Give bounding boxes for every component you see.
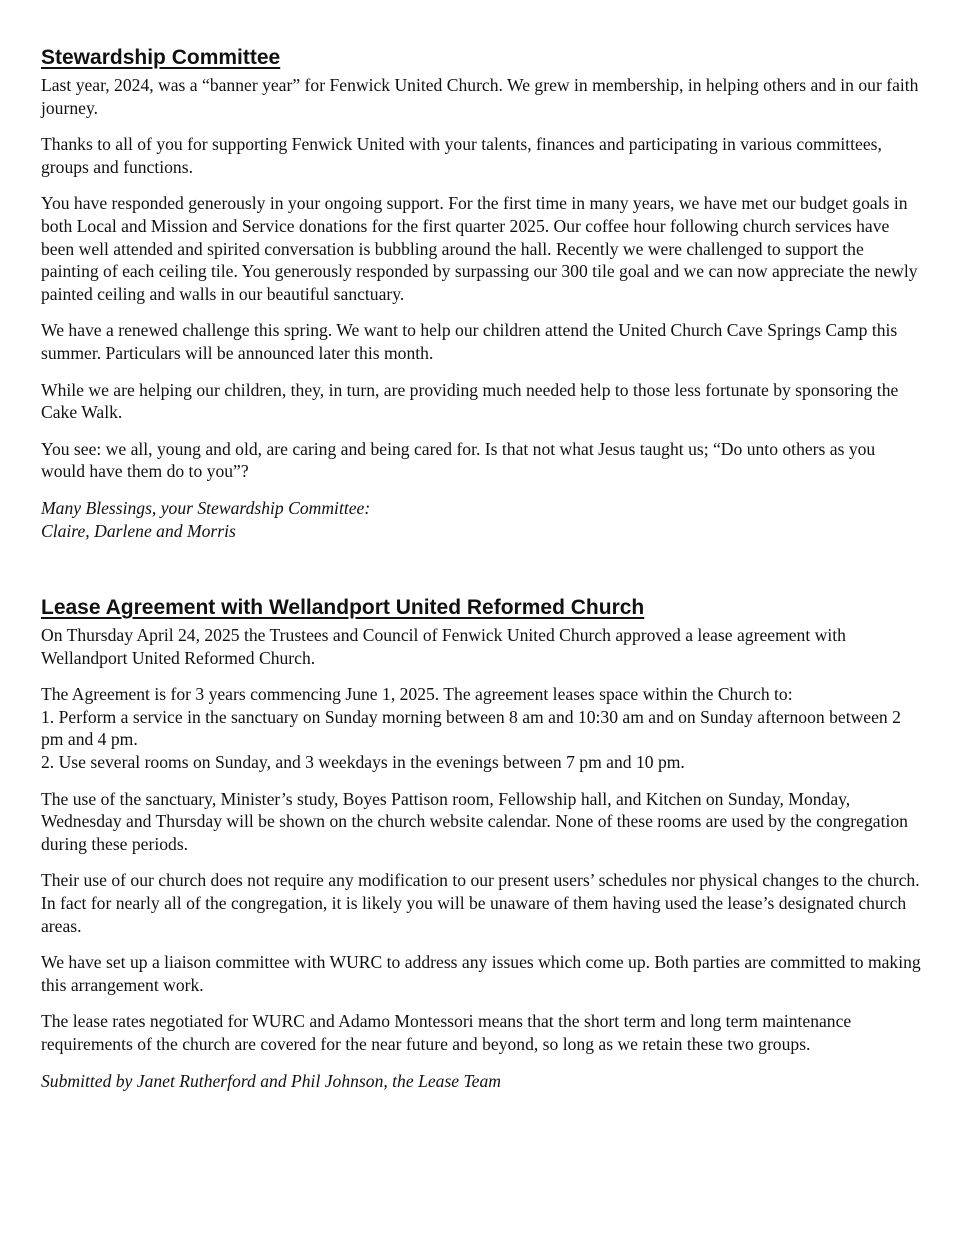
stewardship-signature: [41, 497, 921, 542]
stewardship-paragraph-3: You have responded generously in your ongoing support. For the first time in many years, we have met our budget goals in both Local and Mission and Service donations for the first quarter 2025. Our coffee hour following church services have been well attended and spirited conversation is bubbling around the hall. Recently we were challenged to support the painting of each ceiling tile. You generously responded by surpassing our 300 tile goal and we can now appreciate the newly painted ceiling and walls in our beautiful sanctuary.: [41, 193, 918, 304]
lease-agreement-item-2: 2. Use several rooms on Sunday, and 3 weekdays in the evenings between 7 pm and 10 pm.: [41, 751, 685, 772]
stewardship-paragraph-5: While we are helping our children, they, in turn, are providing much needed help to those less fortunate by sponsoring the Cake Walk.: [41, 379, 899, 423]
lease-signature: Submitted by Janet Rutherford and Phil Johnson, the Lease Team: [41, 1070, 501, 1091]
lease-paragraph-4: Their use of our church does not require any modification to our present users’ schedules nor physical changes to the church. In fact for nearly all of the congregation, it is likely you will be unaware of them having used the lease’s designated church areas.: [41, 870, 920, 936]
stewardship-paragraph-2: Thanks to all of you for supporting Fenwick United with your talents, finances and participating in various committees, groups and functions.: [41, 134, 882, 177]
stewardship-section: [41, 46, 921, 556]
lease-section: [41, 596, 921, 1106]
stewardship-signature-line-1: Many Blessings, your Stewardship Committee:: [41, 497, 371, 518]
lease-heading: Lease Agreement with Wellandport United Reformed Church: [41, 596, 645, 619]
stewardship-heading: Stewardship Committee: [41, 46, 281, 69]
lease-agreement-intro: The Agreement is for 3 years commencing June 1, 2025. The agreement leases space within the Church to:: [41, 684, 793, 705]
lease-paragraph-1: On Thursday April 24, 2025 the Trustees and Council of Fenwick United Church approved a lease agreement with Wellandport United Reformed Church.: [41, 625, 846, 668]
lease-paragraph-6: The lease rates negotiated for WURC and Adamo Montessori means that the short term and long term maintenance requirements of the church are covered for the near future and beyond, so long as we retain these two groups.: [41, 1011, 852, 1054]
stewardship-paragraph-4: We have a renewed challenge this spring. We want to help our children attend the United Church Cave Springs Camp this summer. Particulars will be announced later this month.: [41, 320, 898, 363]
lease-paragraph-3: The use of the sanctuary, Minister’s study, Boyes Pattison room, Fellowship hall, and Kitchen on Sunday, Monday, Wednesday and Thursday will be shown on the church website calendar. None of these rooms are used by the congregation during these periods.: [41, 788, 908, 854]
stewardship-signature-line-2: Claire, Darlene and Morris: [41, 520, 236, 541]
stewardship-paragraph-6: You see: we all, young and old, are caring and being cared for. Is that not what Jesus taught us; “Do unto others as you would have them do to you”?: [41, 438, 876, 482]
lease-paragraph-5: We have set up a liaison committee with WURC to address any issues which come up. Both parties are committed to making this arrangement work.: [41, 952, 921, 995]
stewardship-paragraph-1: Last year, 2024, was a “banner year” for Fenwick United Church. We grew in membership, in helping others and in our faith journey.: [41, 75, 919, 118]
lease-paragraph-2: [41, 683, 921, 773]
lease-agreement-item-1: 1. Perform a service in the sanctuary on Sunday morning between 8 am and 10:30 am and on Sunday afternoon between 2 pm and 4 pm.: [41, 706, 901, 750]
